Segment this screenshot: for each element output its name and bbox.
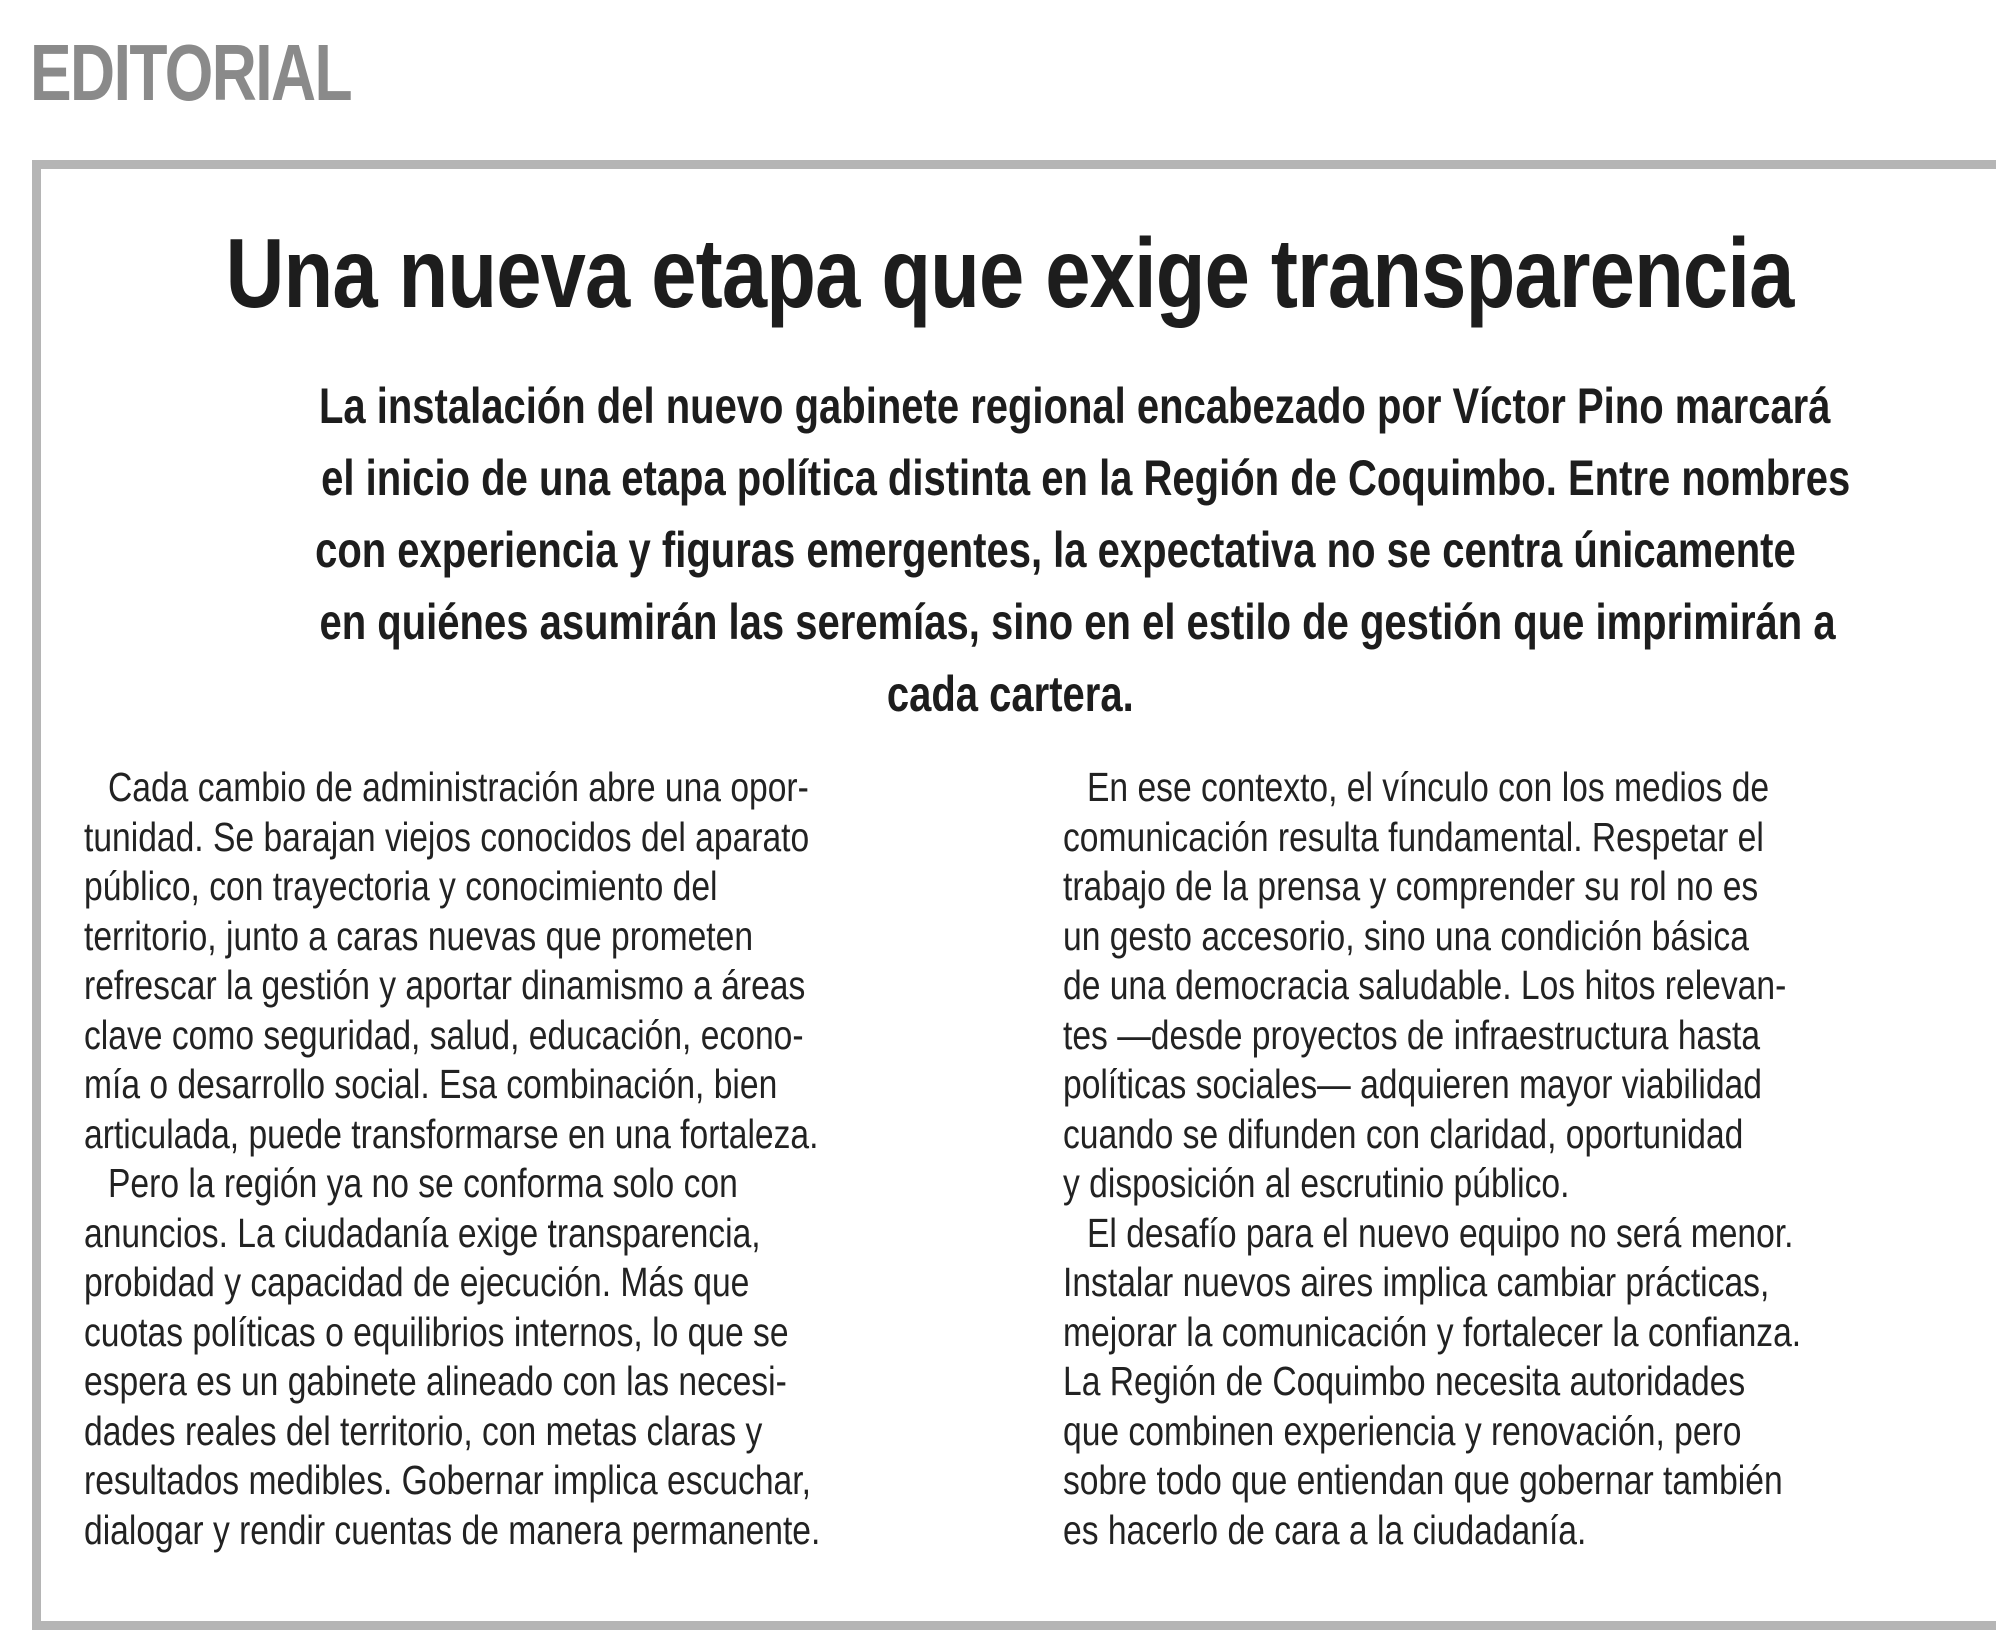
body-line: tes —desde proyectos de infraestructura hasta <box>1063 1011 1761 1058</box>
body-line: Pero la región ya no se conforma solo con <box>108 1160 738 1206</box>
body-column-left <box>84 763 970 1555</box>
body-column-right <box>1063 763 1949 1555</box>
body-line: un gesto accesorio, sino una condición básica <box>1063 912 1749 959</box>
body-line: dades reales del territorio, con metas claras y <box>84 1407 763 1454</box>
body-line: En ese contexto, el vínculo con los medios de <box>1087 764 1770 810</box>
body-line: Instalar nuevos aires implica cambiar prácticas, <box>1063 1259 1770 1305</box>
body-line: sobre todo que entiendan que gobernar también <box>1063 1457 1783 1503</box>
headline <box>0 218 1996 328</box>
body-line: que combinen experiencia y renovación, pero <box>1063 1407 1742 1454</box>
deck-line: en quiénes asumirán las seremías, sino en el estilo de gestión que imprimirán a <box>319 594 1836 650</box>
body-line: tunidad. Se barajan viejos conocidos del aparato <box>84 813 810 860</box>
body-line: políticas sociales— adquieren mayor viabilidad <box>1063 1061 1762 1107</box>
deck-line: cada cartera. <box>886 666 1134 722</box>
body-line: espera es un gabinete alineado con las necesi- <box>84 1358 787 1404</box>
body-line: y disposición al escrutinio público. <box>1063 1160 1570 1206</box>
deck-line: La instalación del nuevo gabinete regional encabezado por Víctor Pino marcará <box>318 378 1831 434</box>
body-line: público, con trayectoria y conocimiento del <box>84 863 718 909</box>
body-line: articulada, puede transformarse en una fortaleza. <box>84 1110 819 1157</box>
deck <box>130 370 1890 730</box>
section-label: EDITORIAL <box>30 28 352 117</box>
deck-line: el inicio de una etapa política distinta en la Región de Coquimbo. Entre nombres <box>321 450 1851 506</box>
body-line: cuando se difunden con claridad, oportunidad <box>1063 1110 1744 1157</box>
body-line: mía o desarrollo social. Esa combinación, bien <box>84 1061 778 1107</box>
body-line: trabajo de la prensa y comprender su rol no es <box>1063 863 1759 909</box>
body-line: mejorar la comunicación y fortalecer la confianza. <box>1063 1308 1802 1355</box>
body-line: clave como seguridad, salud, educación, econo- <box>84 1011 804 1058</box>
body-line: La Región de Coquimbo necesita autoridades <box>1063 1358 1746 1404</box>
deck-line: con experiencia y figuras emergentes, la expectativa no se centra únicamente <box>315 522 1796 578</box>
body-line: refrescar la gestión y aportar dinamismo a áreas <box>84 962 806 1008</box>
body-line: es hacerlo de cara a la ciudadanía. <box>1063 1506 1587 1553</box>
body-line: El desafío para el nuevo equipo no será menor. <box>1087 1209 1794 1256</box>
body-line: dialogar y rendir cuentas de manera permanente. <box>84 1506 821 1553</box>
body-line: probidad y capacidad de ejecución. Más que <box>84 1259 750 1305</box>
body-line: Cada cambio de administración abre una opor- <box>108 764 809 810</box>
body-line: de una democracia saludable. Los hitos relevan- <box>1063 962 1787 1008</box>
body-line: anuncios. La ciudadanía exige transparencia, <box>84 1209 761 1256</box>
body-line: cuotas políticas o equilibrios internos, lo que se <box>84 1308 789 1355</box>
body-line: territorio, junto a caras nuevas que prometen <box>84 912 754 959</box>
body-line: resultados medibles. Gobernar implica escuchar, <box>84 1457 811 1503</box>
headline-text: Una nueva etapa que exige transparencia <box>226 218 1794 328</box>
body-line: comunicación resulta fundamental. Respetar el <box>1063 813 1764 860</box>
